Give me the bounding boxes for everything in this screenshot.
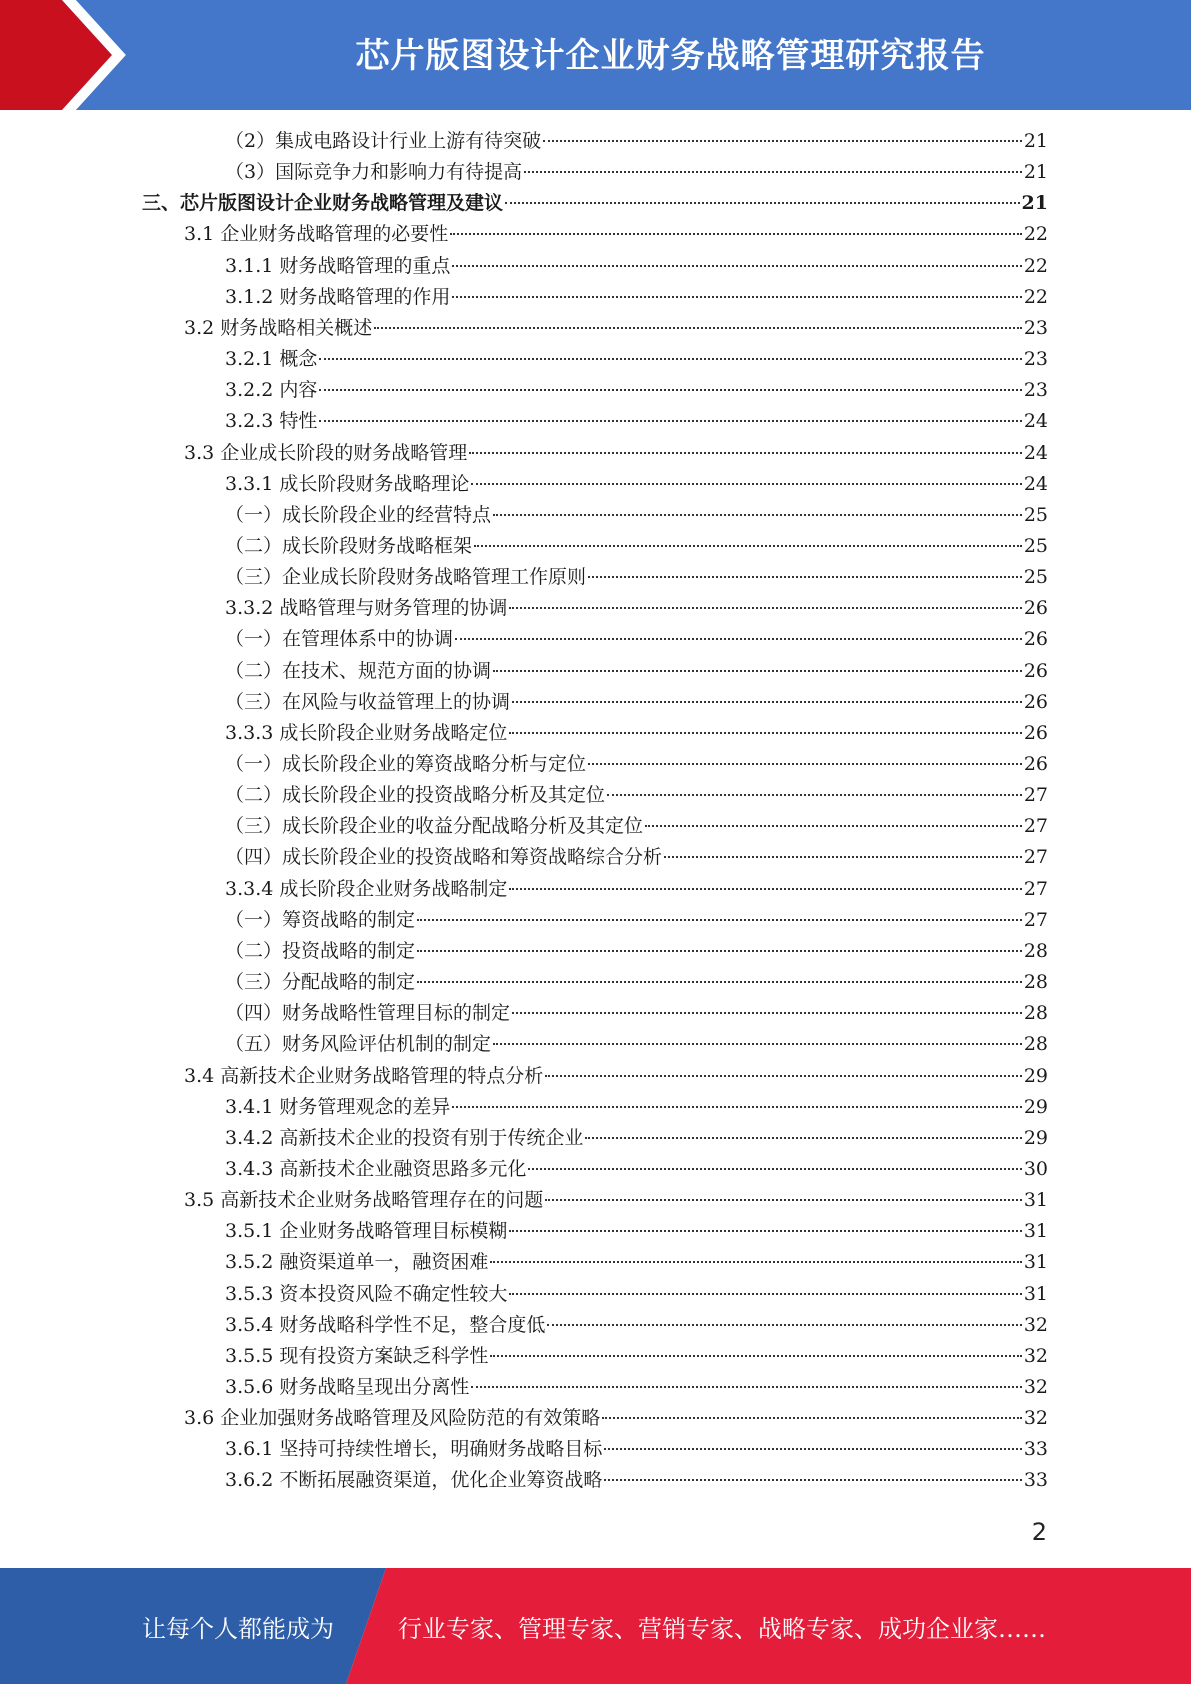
toc-entry[interactable] xyxy=(225,1247,1048,1278)
toc-entry-page: 24 xyxy=(1023,441,1048,464)
footer-slogan-left: 让每个人都能成为 xyxy=(142,1614,334,1643)
toc-dot-leader xyxy=(509,1230,1021,1232)
toc-entry-page: 24 xyxy=(1023,472,1048,495)
toc-entry[interactable] xyxy=(225,936,1048,967)
toc-entry-page: 25 xyxy=(1023,566,1048,589)
toc-entry-page: 31 xyxy=(1023,1189,1048,1212)
toc-entry-page: 21 xyxy=(1023,161,1048,184)
toc-dot-leader xyxy=(509,607,1021,609)
toc-entry-page: 31 xyxy=(1023,1220,1048,1243)
toc-entry-page: 27 xyxy=(1023,877,1048,900)
toc-entry-page: 29 xyxy=(1023,1126,1048,1149)
toc-entry-page: 30 xyxy=(1023,1157,1048,1180)
toc-dot-leader xyxy=(452,1106,1021,1108)
toc-entry-title: （二）在技术、规范方面的协调 xyxy=(225,659,492,682)
toc-entry[interactable] xyxy=(225,406,1048,437)
toc-entry-title: （三）在风险与收益管理上的协调 xyxy=(225,690,511,713)
toc-entry[interactable] xyxy=(225,157,1048,188)
toc-entry-page: 23 xyxy=(1023,379,1048,402)
toc-entry-title: （一）在管理体系中的协调 xyxy=(225,628,454,651)
toc-entry-page: 28 xyxy=(1023,939,1048,962)
toc-entry-title: （2）集成电路设计行业上游有待突破 xyxy=(225,130,542,152)
toc-entry-page: 22 xyxy=(1023,223,1048,246)
toc-entry-page: 27 xyxy=(1023,815,1048,838)
toc-dot-leader xyxy=(417,950,1022,952)
toc-entry-title: 3.4 高新技术企业财务战略管理的特点分析 xyxy=(184,1064,544,1087)
toc-entry[interactable] xyxy=(225,593,1048,624)
toc-entry-title: 3.5.5 现有投资方案缺乏科学性 xyxy=(225,1344,489,1367)
toc-entry[interactable] xyxy=(225,687,1048,718)
toc-dot-leader xyxy=(450,233,1022,235)
toc-dot-leader xyxy=(490,1355,1021,1357)
toc-entry-title: 3.6.2 不断拓展融资渠道，优化企业筹资战略 xyxy=(225,1469,603,1492)
toc-entry-page: 24 xyxy=(1023,410,1048,433)
toc-entry[interactable] xyxy=(225,531,1048,562)
toc-dot-leader xyxy=(602,1417,1022,1419)
toc-entry-title: 3.1 企业财务战略管理的必要性 xyxy=(184,223,449,246)
toc-dot-leader xyxy=(604,1448,1021,1450)
footer-banner xyxy=(0,1568,1191,1684)
toc-entry-title: （一）成长阶段企业的筹资战略分析与定位 xyxy=(225,753,587,775)
toc-entry-title: （二）成长阶段企业的投资战略分析及其定位 xyxy=(225,784,606,807)
toc-entry[interactable] xyxy=(184,219,1048,250)
toc-entry-page: 22 xyxy=(1023,254,1048,277)
toc-entry-page: 33 xyxy=(1023,1469,1048,1492)
toc-entry[interactable] xyxy=(225,1310,1048,1341)
toc-entry[interactable] xyxy=(184,1403,1048,1434)
toc-dot-leader xyxy=(547,1324,1021,1326)
toc-dot-leader xyxy=(607,794,1022,796)
toc-entry-title: 3.2.2 内容 xyxy=(225,379,318,402)
toc-entry[interactable] xyxy=(225,500,1048,531)
toc-entry-title: （二）成长阶段财务战略框架 xyxy=(225,534,473,557)
toc-entry-page: 26 xyxy=(1023,721,1048,744)
toc-entry-page: 32 xyxy=(1023,1407,1048,1430)
toc-entry-page: 26 xyxy=(1023,628,1048,651)
toc-entry[interactable] xyxy=(225,1216,1048,1247)
toc-dot-leader xyxy=(645,825,1022,827)
toc-entry-page: 27 xyxy=(1023,784,1048,807)
toc-dot-leader xyxy=(374,327,1022,329)
toc-dot-leader xyxy=(455,638,1022,640)
toc-entry-title: 3.2.1 概念 xyxy=(225,348,318,371)
toc-entry[interactable] xyxy=(225,998,1048,1029)
toc-entry-page: 31 xyxy=(1023,1251,1048,1274)
toc-dot-leader xyxy=(493,670,1022,672)
report-title: 芯片版图设计企业财务战略管理研究报告 xyxy=(355,35,986,76)
toc-entry[interactable] xyxy=(225,656,1048,687)
toc-entry-page: 25 xyxy=(1023,534,1048,557)
header-arrow-graphic xyxy=(0,0,160,110)
toc-entry-title: （三）成长阶段企业的收益分配战略分析及其定位 xyxy=(225,815,644,838)
toc-dot-leader xyxy=(469,452,1022,454)
toc-entry[interactable] xyxy=(184,1061,1048,1092)
toc-entry[interactable] xyxy=(225,126,1048,157)
toc-entry-page: 32 xyxy=(1023,1344,1048,1367)
toc-entry-title: 3.5.2 融资渠道单一，融资困难 xyxy=(225,1251,489,1274)
toc-entry-page: 21 xyxy=(1023,130,1048,152)
toc-dot-leader xyxy=(493,514,1022,516)
toc-entry[interactable] xyxy=(225,842,1048,873)
toc-entry[interactable] xyxy=(225,780,1048,811)
toc-entry[interactable] xyxy=(225,1092,1048,1123)
toc-dot-leader xyxy=(474,545,1022,547)
toc-entry-title: 3.5 高新技术企业财务战略管理存在的问题 xyxy=(184,1189,544,1212)
toc-dot-leader xyxy=(452,296,1021,298)
toc-entry[interactable] xyxy=(225,1154,1048,1185)
toc-entry-page: 33 xyxy=(1023,1438,1048,1461)
toc-dot-leader xyxy=(512,1012,1022,1014)
toc-entry[interactable] xyxy=(225,1372,1048,1403)
toc-entry-title: （3）国际竞争力和影响力有待提高 xyxy=(225,161,523,184)
toc-entry-title: （五）财务风险评估机制的制定 xyxy=(225,1033,492,1056)
toc-dot-leader xyxy=(524,171,1022,173)
toc-entry-page: 28 xyxy=(1023,1033,1048,1056)
toc-entry-title: 3.6.1 坚持可持续性增长，明确财务战略目标 xyxy=(225,1438,603,1461)
toc-dot-leader xyxy=(604,1479,1021,1481)
toc-entry[interactable] xyxy=(225,874,1048,905)
toc-entry-title: 3.1.1 财务战略管理的重点 xyxy=(225,254,451,277)
toc-entry[interactable] xyxy=(225,811,1048,842)
toc-dot-leader xyxy=(588,763,1022,765)
toc-entry[interactable] xyxy=(184,313,1048,344)
toc-entry-page: 26 xyxy=(1023,659,1048,682)
toc-entry-title: 3.5.4 财务战略科学性不足，整合度低 xyxy=(225,1313,546,1336)
toc-entry-title: 三、芯片版图设计企业财务战略管理及建议 xyxy=(142,192,504,215)
toc-entry[interactable] xyxy=(225,1123,1048,1154)
toc-entry-page: 28 xyxy=(1023,971,1048,994)
toc-entry-page: 23 xyxy=(1023,348,1048,371)
toc-entry[interactable] xyxy=(225,1434,1048,1465)
toc-entry-title: 3.3.3 成长阶段企业财务战略定位 xyxy=(225,721,508,744)
toc-entry-title: 3.3.2 战略管理与财务管理的协调 xyxy=(225,597,508,620)
toc-dot-leader xyxy=(417,981,1022,983)
toc-dot-leader xyxy=(471,483,1021,485)
toc-entry-title: 3.2 财务战略相关概述 xyxy=(184,316,373,339)
toc-dot-leader xyxy=(543,140,1022,142)
toc-entry-title: （三）企业成长阶段财务战略管理工作原则 xyxy=(225,566,587,589)
toc-entry-title: 3.1.2 财务战略管理的作用 xyxy=(225,285,451,308)
toc-entry-page: 27 xyxy=(1023,908,1048,931)
toc-entry-title: 3.3 企业成长阶段的财务战略管理 xyxy=(184,441,468,464)
toc-entry-page: 29 xyxy=(1023,1095,1048,1118)
toc-entry[interactable] xyxy=(142,188,1048,219)
toc-entry-title: 3.4.3 高新技术企业融资思路多元化 xyxy=(225,1157,527,1180)
toc-entry-title: （四）财务战略性管理目标的制定 xyxy=(225,1002,511,1025)
toc-entry-title: （一）筹资战略的制定 xyxy=(225,908,416,931)
toc-entry[interactable] xyxy=(225,1341,1048,1372)
toc-entry[interactable] xyxy=(225,344,1048,375)
toc-entry[interactable] xyxy=(225,562,1048,593)
toc-entry[interactable] xyxy=(225,967,1048,998)
toc-entry[interactable] xyxy=(225,718,1048,749)
toc-entry[interactable] xyxy=(225,282,1048,313)
page-number: 2 xyxy=(1031,1518,1047,1546)
toc-entry-page: 32 xyxy=(1023,1313,1048,1336)
toc-dot-leader xyxy=(319,358,1021,360)
toc-dot-leader xyxy=(512,701,1022,703)
toc-entry-page: 28 xyxy=(1023,1002,1048,1025)
toc-entry[interactable] xyxy=(184,1185,1048,1216)
toc-entry[interactable] xyxy=(225,375,1048,406)
toc-entry-title: （四）成长阶段企业的投资战略和筹资战略综合分析 xyxy=(225,846,663,869)
toc-entry-page: 26 xyxy=(1023,753,1048,775)
toc-entry[interactable] xyxy=(225,905,1048,936)
toc-dot-leader xyxy=(528,1168,1021,1170)
toc-dot-leader xyxy=(505,202,1020,204)
toc-entry[interactable] xyxy=(225,1465,1048,1496)
toc-dot-leader xyxy=(585,1137,1021,1139)
toc-entry-title: 3.2.3 特性 xyxy=(225,410,318,433)
toc-entry-title: 3.3.1 成长阶段财务战略理论 xyxy=(225,472,470,495)
footer-slogan-right: 行业专家、管理专家、营销专家、战略专家、成功企业家…… xyxy=(398,1614,1046,1643)
toc-entry-title: （三）分配战略的制定 xyxy=(225,971,416,994)
toc-entry-page: 22 xyxy=(1023,285,1048,308)
toc-entry-title: 3.4.1 财务管理观念的差异 xyxy=(225,1095,451,1118)
toc-entry-page: 31 xyxy=(1023,1282,1048,1305)
toc-dot-leader xyxy=(493,1043,1022,1045)
toc-entry-title: 3.5.6 财务战略呈现出分离性 xyxy=(225,1376,470,1398)
toc-entry-title: 3.5.3 资本投资风险不确定性较大 xyxy=(225,1282,508,1305)
toc-dot-leader xyxy=(545,1075,1022,1077)
toc-dot-leader xyxy=(417,919,1022,921)
toc-dot-leader xyxy=(664,856,1022,858)
toc-dot-leader xyxy=(490,1261,1021,1263)
toc-entry-title: （二）投资战略的制定 xyxy=(225,939,416,962)
toc-entry-page: 21 xyxy=(1021,192,1048,215)
toc-entry-page: 23 xyxy=(1023,316,1048,339)
toc-entry[interactable] xyxy=(225,469,1048,500)
toc-dot-leader xyxy=(509,888,1021,890)
toc-entry-title: 3.5.1 企业财务战略管理目标模糊 xyxy=(225,1220,508,1243)
toc-dot-leader xyxy=(452,265,1021,267)
toc-entry[interactable] xyxy=(225,624,1048,655)
toc-entry-page: 26 xyxy=(1023,690,1048,713)
toc-entry-page: 27 xyxy=(1023,846,1048,869)
toc-entry[interactable] xyxy=(225,749,1048,780)
header-banner xyxy=(0,0,1191,110)
toc-dot-leader xyxy=(319,389,1021,391)
toc-entry-page: 26 xyxy=(1023,597,1048,620)
toc-entry-title: 3.3.4 成长阶段企业财务战略制定 xyxy=(225,877,508,900)
toc-dot-leader xyxy=(588,576,1022,578)
toc-entry-title: 3.6 企业加强财务战略管理及风险防范的有效策略 xyxy=(184,1407,601,1430)
toc-entry[interactable] xyxy=(225,251,1048,282)
toc-dot-leader xyxy=(545,1199,1022,1201)
toc-dot-leader xyxy=(509,732,1021,734)
toc-dot-leader xyxy=(471,1386,1021,1388)
toc-dot-leader xyxy=(319,420,1021,422)
toc-entry-page: 32 xyxy=(1023,1376,1048,1398)
toc-dot-leader xyxy=(509,1293,1021,1295)
toc-entry[interactable] xyxy=(225,1029,1048,1060)
toc-entry[interactable] xyxy=(225,1279,1048,1310)
toc-entry-page: 29 xyxy=(1023,1064,1048,1087)
toc-entry-page: 25 xyxy=(1023,503,1048,526)
toc-entry-title: 3.4.2 高新技术企业的投资有别于传统企业 xyxy=(225,1126,584,1149)
toc-entry-title: （一）成长阶段企业的经营特点 xyxy=(225,503,492,526)
toc-entry[interactable] xyxy=(184,438,1048,469)
